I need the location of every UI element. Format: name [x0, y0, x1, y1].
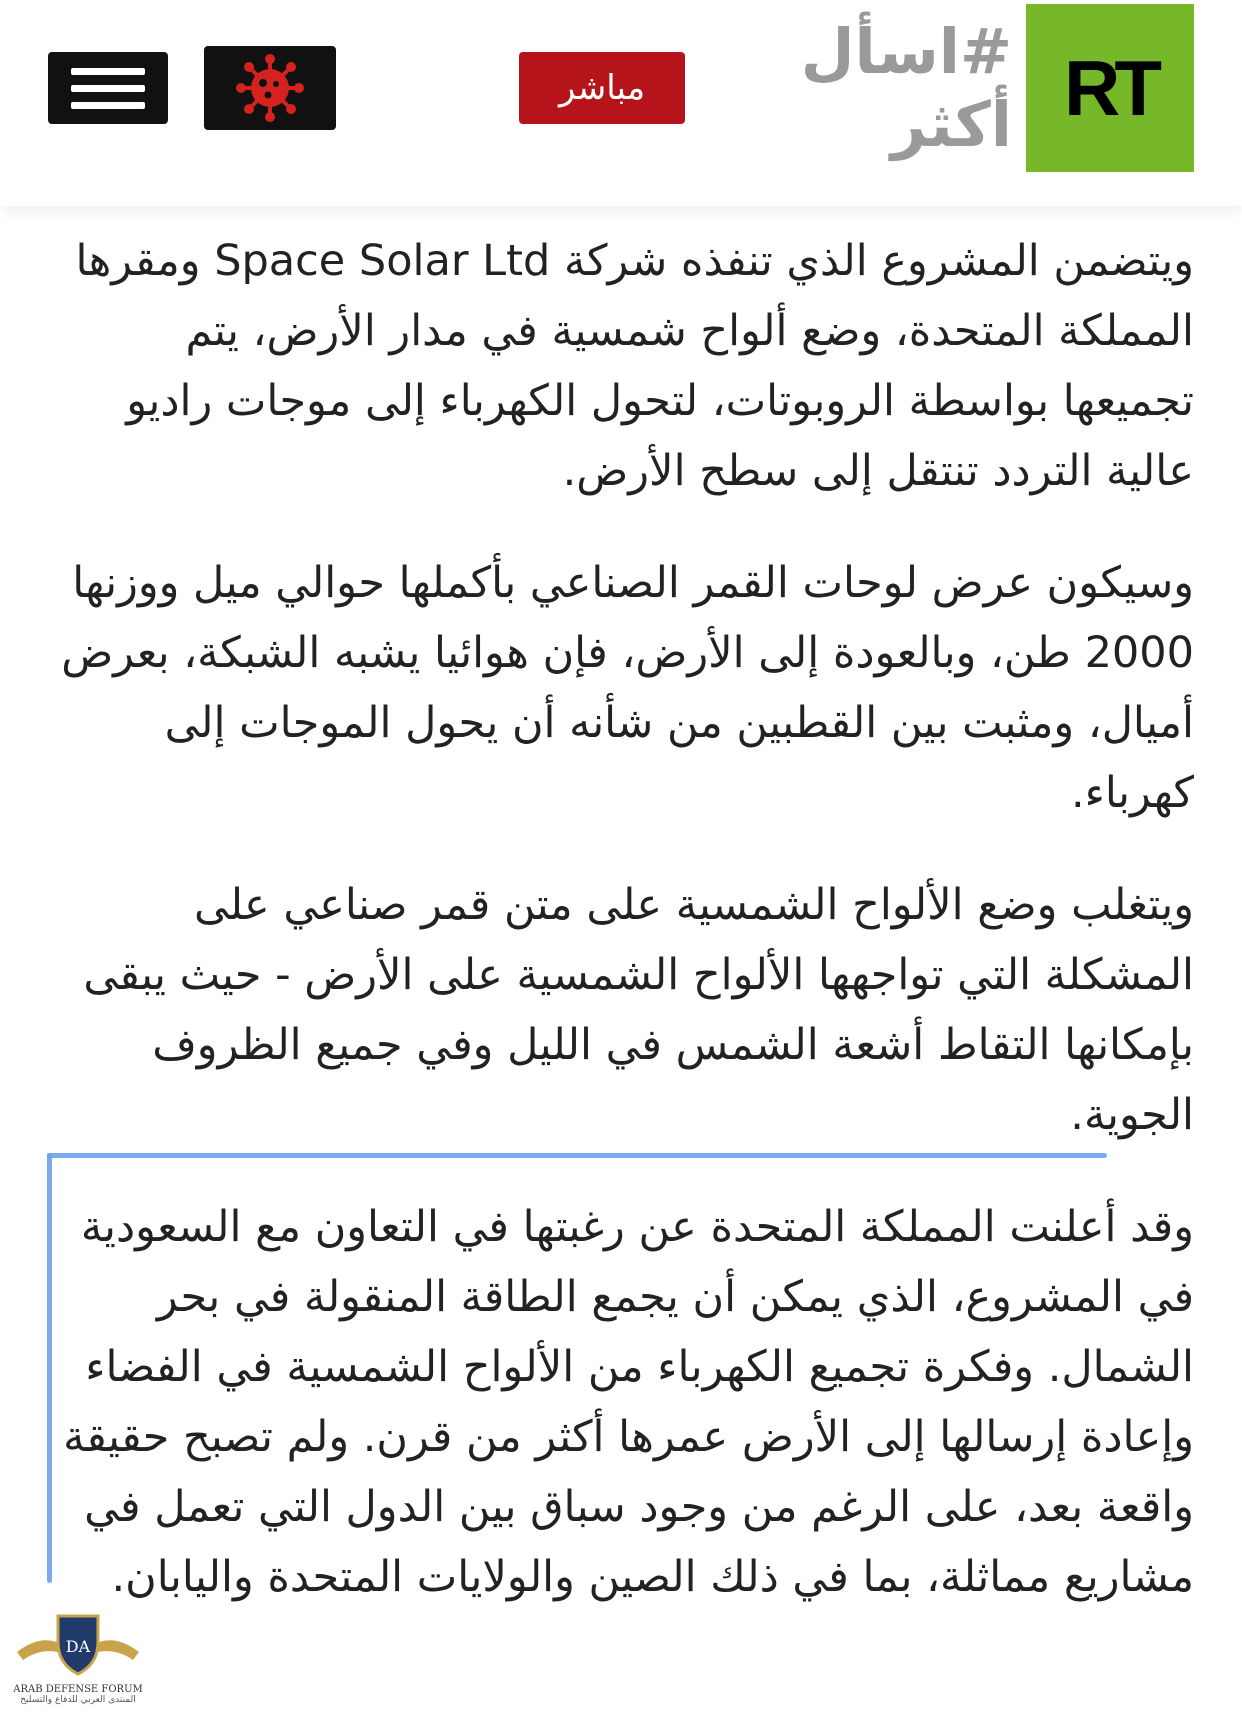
logo-text: RT [1064, 43, 1156, 132]
live-button[interactable]: مباشر [519, 52, 685, 124]
badge-text: DA [65, 1637, 91, 1656]
menu-bar [71, 68, 145, 75]
highlight-marker-left [47, 1153, 52, 1583]
coronavirus-button[interactable] [204, 46, 336, 130]
forum-watermark [10, 1612, 146, 1716]
highlight-marker-top [47, 1153, 1107, 1158]
article-body [60, 226, 1194, 1654]
article-paragraph: ويتضمن المشروع الذي تنفذه شركة Space Solar Ltd ومقرها المملكة المتحدة، وضع ألواح شمسية في مدار الأرض، يتم تجميعها بواسطة الروبوتات، لتحول الكهرباء إلى موجات راديو عالية التردد تنتقل إلى سطح الأرض. [75, 236, 1194, 496]
hamburger-menu-button[interactable] [48, 52, 168, 124]
shield-wings-logo-icon [13, 1612, 143, 1682]
watermark-line2: المنتدى العربي للدفاع والتسليح [20, 1695, 136, 1705]
menu-bar [71, 102, 145, 109]
article-paragraph: وقد أعلنت المملكة المتحدة عن رغبتها في التعاون مع السعودية في المشروع، الذي يمكن أن يجمع الطاقة المنقولة في بحر الشمال. وفكرة تجميع الكهرباء من الألواح الشمسية في الفضاء وإعادة إرسالها إلى الأرض عمرها أكثر من قرن. ولم تصبح حقيقة واقعة بعد، على الرغم من وجود سباق بين الدول التي تعمل في مشاريع مماثلة، بما في ذلك الصين والولايات المتحدة واليابان. [63, 1202, 1194, 1602]
article-paragraph: وسيكون عرض لوحات القمر الصناعي بأكملها حوالي ميل ووزنها 2000 طن، وبالعودة إلى الأرض، فإن هوائيا يشبه الشبكة، بعرض أميال، ومثبت بين القطبين من شأنه أن يحول الموجات إلى كهرباء. [61, 558, 1194, 818]
rt-logo[interactable] [1026, 4, 1194, 172]
menu-bar [71, 85, 145, 92]
virus-icon [235, 53, 305, 123]
watermark-line1: ARAB DEFENSE FORUM [13, 1684, 143, 1695]
ask-more-hashtag[interactable]: #اسأل أكثر [800, 15, 1012, 161]
site-header [0, 0, 1242, 206]
article-paragraph: ويتغلب وضع الألواح الشمسية على متن قمر صناعي على المشكلة التي تواجهها الألواح الشمسية على الأرض - حيث يبقى بإمكانها التقاط أشعة الشمس في الليل وفي جميع الظروف الجوية. [83, 880, 1194, 1140]
